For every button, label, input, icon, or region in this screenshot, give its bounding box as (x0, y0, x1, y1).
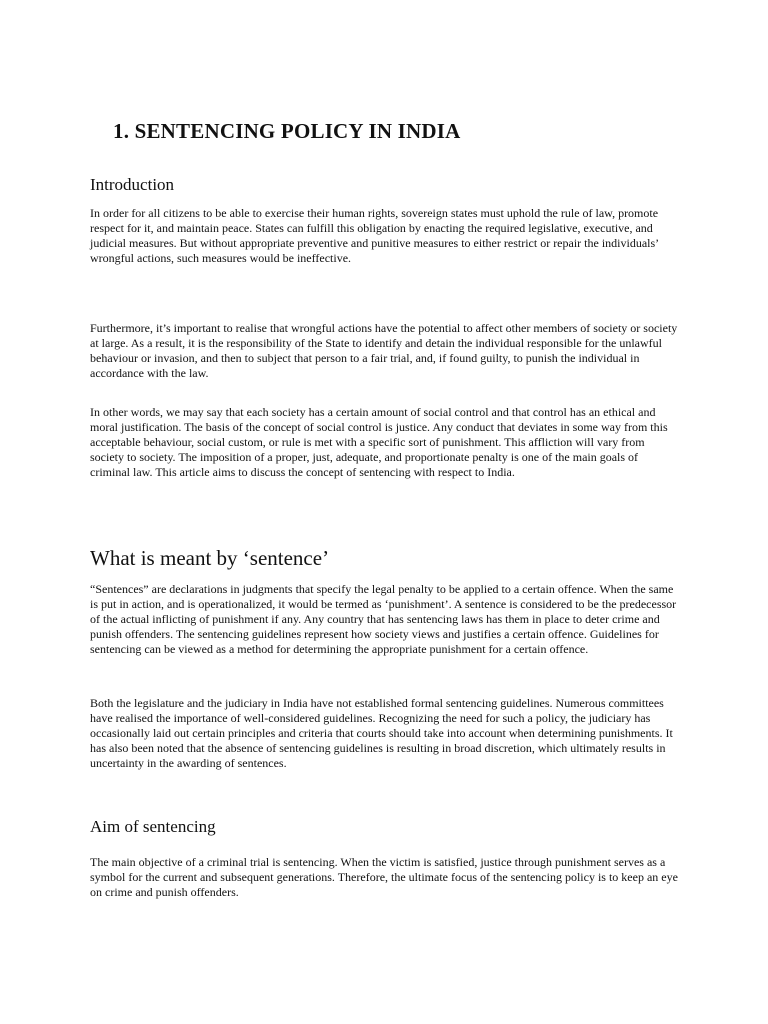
paragraph-intro-1: In order for all citizens to be able to exercise their human rights, sovereign states must uphold the rule of law, promote respect for it, and maintain peace. States can fulfill this obligation by enacting the required legislative, executive, and judicial measures. But without appropriate preventive and punitive measures to either restrict or repair the individuals’ wrongful actions, such measures would be ineffective. (90, 206, 659, 265)
paragraph-aim-1: The main objective of a criminal trial is sentencing. When the victim is satisfied, justice through punishment serves as a symbol for the current and subsequent generations. Therefore, the ultimate focus of the sentencing policy is to keep an eye on crime and punish offenders. (90, 855, 678, 899)
document-title: 1. SENTENCING POLICY IN INDIA (113, 119, 461, 143)
section-heading-aim: Aim of sentencing (90, 817, 216, 836)
section-heading-introduction: Introduction (90, 175, 175, 194)
paragraph-intro-2: Furthermore, it’s important to realise that wrongful actions have the potential to affect other members of society or society at large. As a result, it is the responsibility of the State to identify and detain the individual responsible for the unlawful behaviour or invasion, and then to subject that person to a fair trial, and, if found guilty, to punish the individual in accordance with the law. (90, 321, 678, 380)
paragraph-intro-3: In other words, we may say that each society has a certain amount of social control and that control has an ethical and moral justification. The basis of the concept of social control is justice. Any conduct that deviates in some way from this acceptable behaviour, social custom, or rule is met with a specific sort of punishment. This affliction will vary from society to society. The imposition of a proper, just, adequate, and proportionate penalty is one of the main goals of criminal law. This article aims to discuss the concept of sentencing with respect to India. (90, 405, 668, 479)
section-heading-sentence: What is meant by ‘sentence’ (90, 546, 330, 570)
paragraph-sentence-1: “Sentences” are declarations in judgments that specify the legal penalty to be applied to a certain offence. When the same is put in action, and is operationalized, it would be termed as ‘punishment’. A sentence is considered to be the predecessor of the actual inflicting of punishment if any. Any country that has sentencing laws has them in place to deter crime and punish offenders. The sentencing guidelines represent how society views and justifies a certain offence. Guidelines for sentencing can be viewed as a method for determining the appropriate punishment for a certain offence. (90, 582, 677, 656)
paragraph-sentence-2: Both the legislature and the judiciary in India have not established formal sentencing guidelines. Numerous committees have realised the importance of well-considered guidelines. Recognizing the need for such a policy, the judiciary has occasionally laid out certain principles and criteria that courts should take into account when determining punishments. It has also been noted that the absence of sentencing guidelines is resulting in broad discretion, which ultimately results in uncertainty in the awarding of sentences. (90, 696, 673, 770)
